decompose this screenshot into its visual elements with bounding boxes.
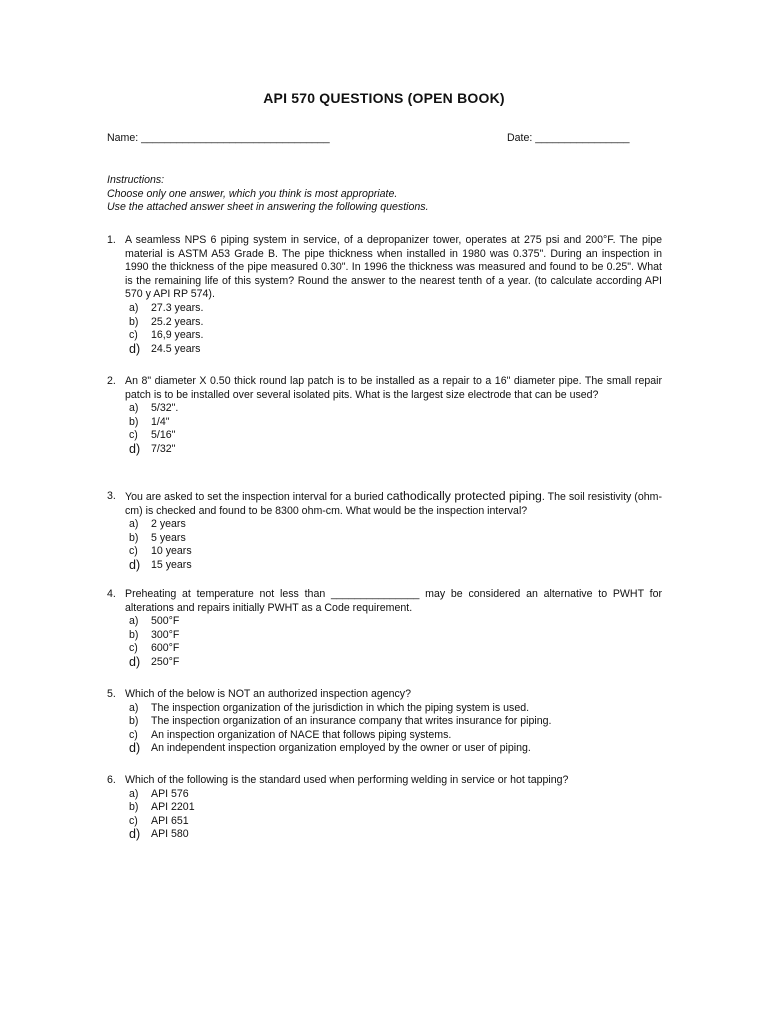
question-text: Preheating at temperature not less than _______________ may be considered an alternative to PWHT for alterations and repairs initially PWHT as a Code requirement. xyxy=(125,588,662,614)
option-text: 5 years xyxy=(151,531,186,544)
date-field-label: Date: ________________ xyxy=(507,132,630,144)
option-letter: c) xyxy=(129,429,138,442)
option-letter: a) xyxy=(129,402,139,415)
answer-options xyxy=(129,788,662,842)
option-text: API 576 xyxy=(151,787,189,800)
answer-option-d[interactable] xyxy=(129,443,662,457)
option-text: 500°F xyxy=(151,615,180,628)
question-number: 1. xyxy=(107,234,116,246)
answer-option-d[interactable] xyxy=(129,343,662,357)
option-text: An independent inspection organization employed by the owner or user of piping. xyxy=(151,742,531,755)
answer-option-a[interactable] xyxy=(129,615,662,629)
option-letter: c) xyxy=(129,728,138,741)
option-letter: a) xyxy=(129,518,139,531)
option-letter: b) xyxy=(129,715,139,728)
option-text: API 2201 xyxy=(151,801,195,814)
question-text-emphasis: cathodically protected piping xyxy=(386,489,542,503)
option-letter: a) xyxy=(129,701,139,714)
question-5 xyxy=(107,688,662,756)
option-letter: a) xyxy=(129,787,139,800)
option-text: 15 years xyxy=(151,558,192,571)
question-number: 5. xyxy=(107,688,116,700)
page-title: API 570 QUESTIONS (OPEN BOOK) xyxy=(263,90,505,106)
instructions-block xyxy=(107,174,667,215)
option-text: 5/32". xyxy=(151,402,179,415)
option-letter: d) xyxy=(129,557,141,572)
option-letter: b) xyxy=(129,415,139,428)
answer-option-a[interactable] xyxy=(129,788,662,802)
question-text: An 8" diameter X 0.50 thick round lap patch is to be installed as a repair to a 16" diameter pipe. The small repair patch is to be installed over several isolated pits. What is the largest size electrode that can be used? xyxy=(125,375,662,401)
question-3 xyxy=(107,490,662,573)
option-text: 27.3 years. xyxy=(151,301,204,314)
instructions-line-2: Use the attached answer sheet in answering the following questions. xyxy=(107,201,429,214)
option-letter: c) xyxy=(129,329,138,342)
question-number: 3. xyxy=(107,490,116,502)
name-field-label: Name: ________________________________ xyxy=(107,132,330,144)
answer-option-c[interactable] xyxy=(129,329,662,343)
option-text: 25.2 years. xyxy=(151,315,204,328)
answer-option-d[interactable] xyxy=(129,828,662,842)
option-letter: d) xyxy=(129,441,141,456)
option-text: An inspection organization of NACE that follows piping systems. xyxy=(151,728,452,741)
answer-option-d[interactable] xyxy=(129,742,662,756)
option-letter: c) xyxy=(129,814,138,827)
answer-option-c[interactable] xyxy=(129,429,662,443)
option-text: 10 years xyxy=(151,545,192,558)
question-text: A seamless NPS 6 piping system in service, of a depropanizer tower, operates at 275 psi and 200°F. The pipe material is ASTM A53 Grade B. The pipe thickness when installed in 1980 was 0.375". During an inspection in 1990 the thickness of the pipe measured 0.30". In 1996 the thickness was measured and found to be 0.25". What is the remaining life of this system? Round the answer to the nearest tenth of a year. (to calculate according API 570 y API RP 574). xyxy=(125,234,662,301)
option-letter: d) xyxy=(129,827,141,842)
answer-option-d[interactable] xyxy=(129,559,662,573)
question-text xyxy=(125,490,662,518)
answer-option-c[interactable] xyxy=(129,545,662,559)
option-text: 16,9 years. xyxy=(151,329,204,342)
option-text: 600°F xyxy=(151,642,180,655)
option-text: API 651 xyxy=(151,814,189,827)
question-text-part: You are asked to set the inspection interval for a buried xyxy=(125,491,387,503)
answer-option-b[interactable] xyxy=(129,715,662,729)
option-letter: d) xyxy=(129,741,141,756)
option-letter: c) xyxy=(129,642,138,655)
answer-option-c[interactable] xyxy=(129,642,662,656)
option-letter: d) xyxy=(129,654,141,669)
answer-option-d[interactable] xyxy=(129,656,662,670)
answer-option-a[interactable] xyxy=(129,402,662,416)
question-text-part: . The soil resistivity (ohm-cm) is checked and found to be 8300 ohm-cm. What would be the inspection interval? xyxy=(125,491,662,517)
option-text: 2 years xyxy=(151,518,186,531)
option-letter: a) xyxy=(129,301,139,314)
option-letter: a) xyxy=(129,615,139,628)
question-4 xyxy=(107,588,662,670)
answer-options xyxy=(129,615,662,669)
option-text: 5/16" xyxy=(151,429,176,442)
question-number: 6. xyxy=(107,774,116,786)
option-letter: b) xyxy=(129,628,139,641)
answer-option-b[interactable] xyxy=(129,316,662,330)
option-text: The inspection organization of the jurisdiction in which the piping system is used. xyxy=(151,701,530,714)
instructions-line-1: Choose only one answer, which you think is most appropriate. xyxy=(107,187,398,200)
option-text: 300°F xyxy=(151,628,180,641)
option-letter: d) xyxy=(129,341,141,356)
option-text: 1/4" xyxy=(151,415,170,428)
answer-option-c[interactable] xyxy=(129,729,662,743)
answer-option-b[interactable] xyxy=(129,416,662,430)
answer-option-b[interactable] xyxy=(129,629,662,643)
instructions-heading: Instructions: xyxy=(107,174,165,186)
question-text: Which of the below is NOT an authorized inspection agency? xyxy=(125,688,411,700)
answer-option-b[interactable] xyxy=(129,532,662,546)
option-letter: b) xyxy=(129,315,139,328)
question-number: 2. xyxy=(107,375,116,387)
option-text: 250°F xyxy=(151,655,180,668)
answer-option-c[interactable] xyxy=(129,815,662,829)
option-text: API 580 xyxy=(151,828,189,841)
question-text: Which of the following is the standard used when performing welding in service or hot tapping? xyxy=(125,774,569,786)
question-6 xyxy=(107,774,662,842)
option-text: 7/32" xyxy=(151,442,176,455)
option-text: 24.5 years xyxy=(151,342,201,355)
option-letter: b) xyxy=(129,801,139,814)
answer-options xyxy=(129,702,662,756)
answer-option-a[interactable] xyxy=(129,702,662,716)
answer-option-b[interactable] xyxy=(129,801,662,815)
answer-option-a[interactable] xyxy=(129,518,662,532)
option-letter: c) xyxy=(129,545,138,558)
answer-options xyxy=(129,518,662,572)
answer-options xyxy=(129,402,662,456)
question-1 xyxy=(107,234,662,356)
answer-option-a[interactable] xyxy=(129,302,662,316)
answer-options xyxy=(129,302,662,356)
option-letter: b) xyxy=(129,531,139,544)
option-text: The inspection organization of an insurance company that writes insurance for piping. xyxy=(151,715,552,728)
question-number: 4. xyxy=(107,588,116,600)
question-2 xyxy=(107,375,662,457)
